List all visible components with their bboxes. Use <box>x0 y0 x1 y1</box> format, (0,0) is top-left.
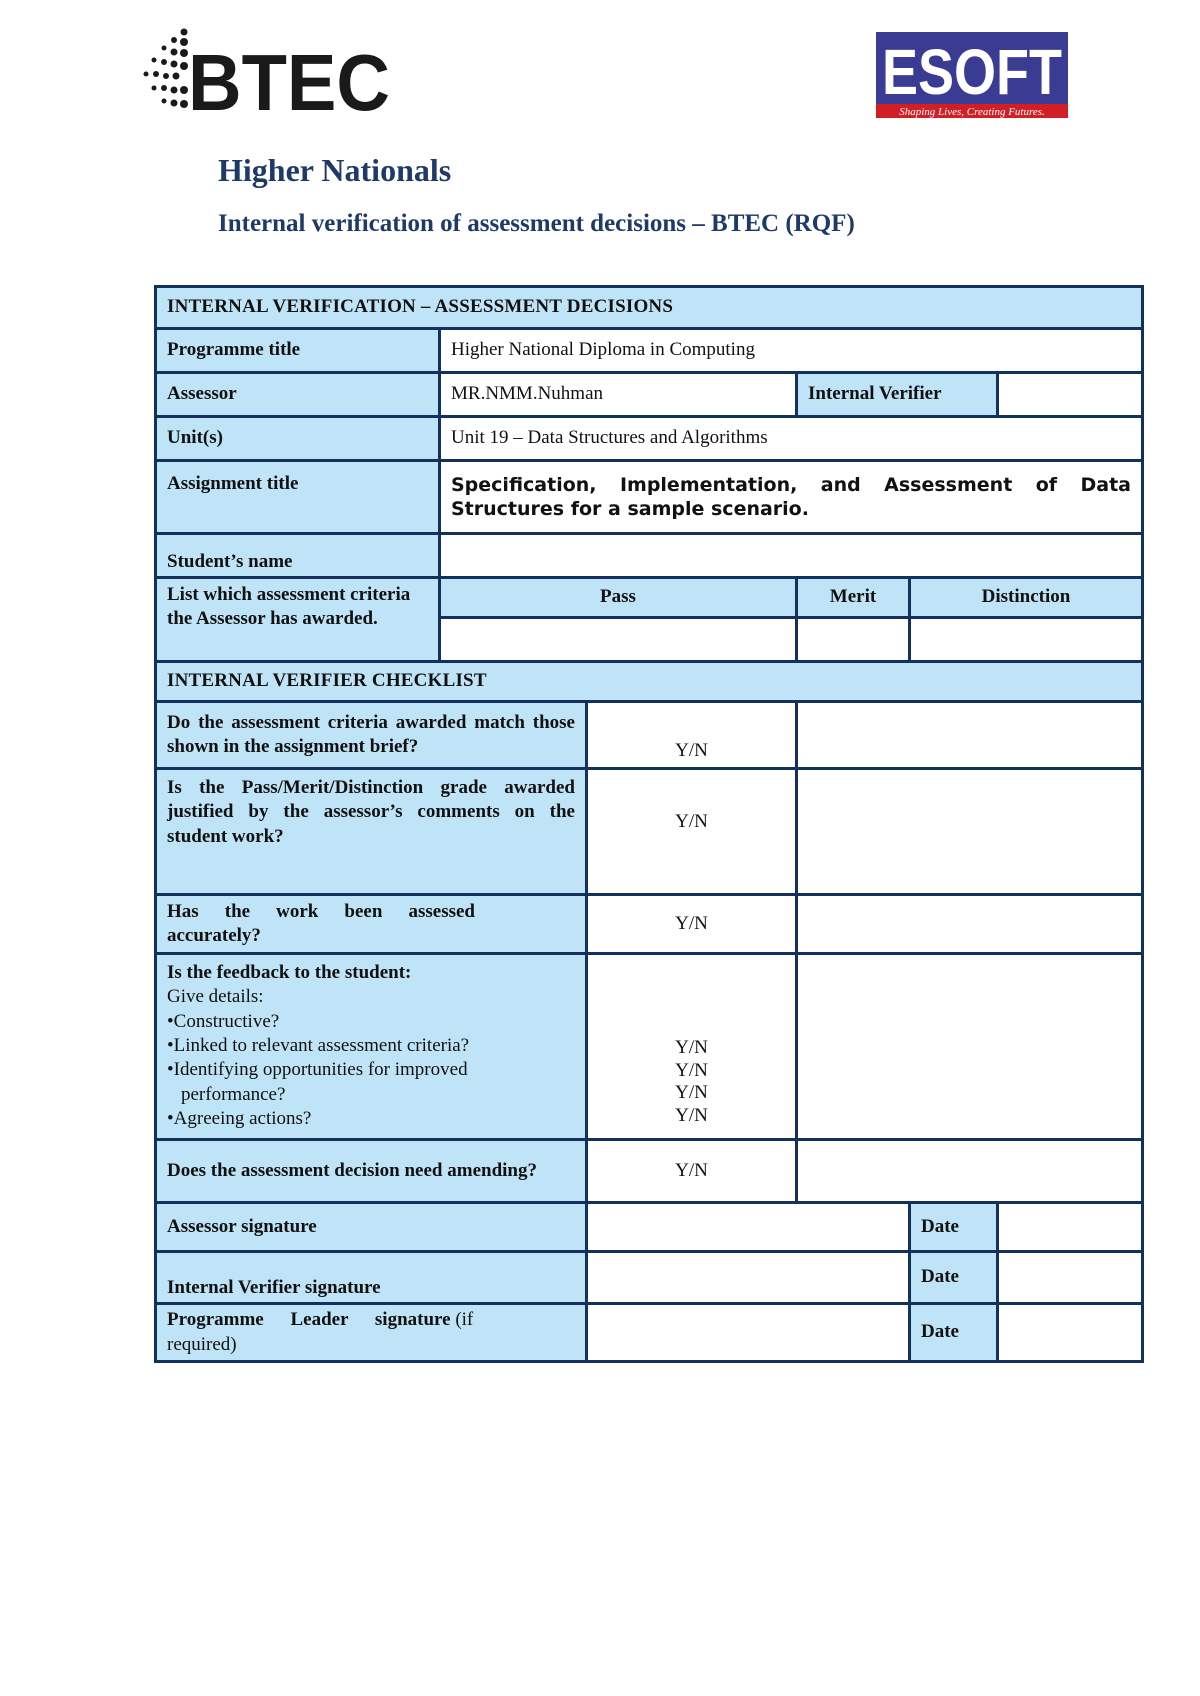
checklist-answer[interactable]: Y/N <box>587 895 797 954</box>
leader-signature-suffix: (if required) <box>167 1309 474 1355</box>
programme-title-label: Programme title <box>156 329 440 373</box>
feedback-details-label: Give details: <box>167 986 264 1008</box>
units-field[interactable]: Unit 19 – Data Structures and Algorithms <box>440 417 1143 461</box>
merit-column-header: Merit <box>797 578 910 618</box>
verifier-date-label: Date <box>910 1252 998 1304</box>
internal-verifier-label: Internal Verifier <box>797 373 998 417</box>
section-heading-assessment-decisions: INTERNAL VERIFICATION – ASSESSMENT DECISIONS <box>156 287 1143 329</box>
checklist-comment-field[interactable] <box>797 769 1143 895</box>
amend-comment-field[interactable] <box>797 1140 1143 1203</box>
amend-question: Does the assessment decision need amending? <box>156 1140 587 1203</box>
checklist-comment-field[interactable] <box>797 895 1143 954</box>
leader-signature-label-cell <box>156 1304 587 1362</box>
leader-signature-label: Programme Leader signature <box>167 1309 451 1331</box>
btec-logo <box>144 26 394 127</box>
esoft-logo <box>876 32 1068 118</box>
distinction-column-header: Distinction <box>910 578 1143 618</box>
units-label: Unit(s) <box>156 417 440 461</box>
checklist-question: Has the work been assessed accurately? <box>156 895 587 954</box>
criteria-label: List which assessment criteria the Assessor has awarded. <box>156 578 440 662</box>
student-name-label: Student’s name <box>156 534 440 578</box>
checklist-answer[interactable]: Y/N <box>587 702 797 769</box>
feedback-item: • Agreeing actions? <box>167 1107 495 1131</box>
verifier-signature-label: Internal Verifier signature <box>156 1252 587 1304</box>
assessor-label: Assessor <box>156 373 440 417</box>
checklist-question: Do the assessment criteria awarded match those shown in the assignment brief? <box>156 702 587 769</box>
assessor-signature-field[interactable] <box>587 1203 910 1252</box>
checklist-answer[interactable]: Y/N <box>587 769 797 895</box>
feedback-answer[interactable]: Y/N <box>675 1105 708 1127</box>
leader-signature-field[interactable] <box>587 1304 910 1362</box>
feedback-item: • Linked to relevant assessment criteria? <box>167 1034 495 1058</box>
assessor-field[interactable]: MR.NMM.Nuhman <box>440 373 797 417</box>
feedback-question: Is the feedback to the student: <box>167 962 412 983</box>
checklist-comment-field[interactable] <box>797 702 1143 769</box>
assignment-title-field[interactable]: Specification, Implementation, and Assessment of Data Structures for a sample scenario. <box>440 461 1143 534</box>
feedback-comment-field[interactable] <box>797 954 1143 1140</box>
assessor-date-field[interactable] <box>998 1203 1143 1252</box>
assignment-title-label: Assignment title <box>156 461 440 534</box>
programme-title-field[interactable]: Higher National Diploma in Computing <box>440 329 1143 373</box>
page-title: Higher Nationals <box>218 152 452 188</box>
feedback-answer[interactable]: Y/N <box>675 1036 708 1058</box>
verifier-signature-field[interactable] <box>587 1252 910 1304</box>
distinction-criteria-field[interactable] <box>910 618 1143 662</box>
amend-answer[interactable]: Y/N <box>587 1140 797 1203</box>
pass-criteria-field[interactable] <box>440 618 797 662</box>
leader-date-field[interactable] <box>998 1304 1143 1362</box>
merit-criteria-field[interactable] <box>797 618 910 662</box>
esoft-tagline: Shaping Lives, Creating Futures. <box>899 106 1045 118</box>
feedback-answer[interactable]: Y/N <box>675 1059 708 1081</box>
verification-form <box>154 285 1144 1363</box>
internal-verifier-field[interactable] <box>998 373 1143 417</box>
assessor-date-label: Date <box>910 1203 998 1252</box>
feedback-question-cell <box>156 954 587 1140</box>
esoft-logo-text: ESOFT <box>882 36 1062 108</box>
feedback-answer[interactable]: Y/N <box>675 1082 708 1104</box>
checklist-question: Is the Pass/Merit/Distinction grade awarded justified by the assessor’s comments on the student work? <box>156 769 587 895</box>
student-name-field[interactable] <box>440 534 1143 578</box>
feedback-answers[interactable] <box>587 954 797 1140</box>
pass-column-header: Pass <box>440 578 797 618</box>
feedback-item: • Constructive? <box>167 1010 495 1034</box>
feedback-item: • Identifying opportunities for improved performance? <box>167 1058 495 1107</box>
page-subtitle: Internal verification of assessment decisions – BTEC (RQF) <box>218 210 855 237</box>
assessor-signature-label: Assessor signature <box>156 1203 587 1252</box>
verifier-date-field[interactable] <box>998 1252 1143 1304</box>
section-heading-verifier-checklist: INTERNAL VERIFIER CHECKLIST <box>156 662 1143 702</box>
btec-logo-text: BTEC <box>188 38 390 127</box>
leader-date-label: Date <box>910 1304 998 1362</box>
